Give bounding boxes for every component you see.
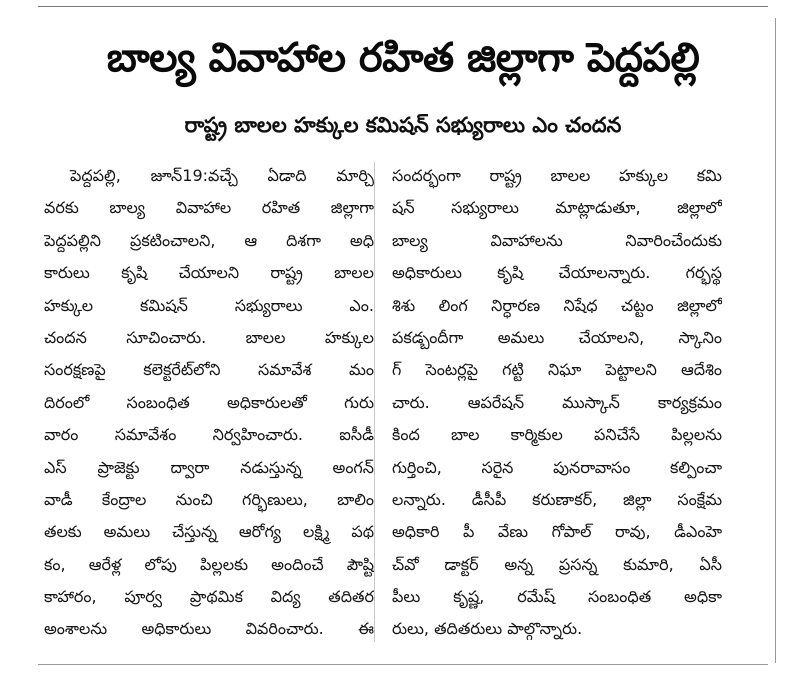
body-line: హక్కుల కమిషన్ సభ్యురాలు ఎం. bbox=[44, 295, 374, 315]
body-line: సందర్భంగా రాష్ట్ర బాలల హక్కుల కమి bbox=[392, 166, 722, 185]
top-rule bbox=[38, 6, 768, 7]
body-line: కాహారం, పూర్వ ప్రాథమిక విద్య తదితర bbox=[44, 587, 374, 607]
body-line: షన్ సభ్యురాలు మాట్లాడుతూ, జిల్లాలో bbox=[392, 198, 722, 218]
body-line: బాల్య వివాహాలను నివారించేందుకు bbox=[392, 230, 722, 250]
column-divider bbox=[374, 162, 375, 642]
body-line: పకడ్బందీగా అమలు చేయాలని, స్కానిం bbox=[392, 327, 722, 347]
body-line: వాడీ కేంద్రాల నుంచి గర్భిణులు, బాలిం bbox=[44, 489, 374, 509]
body-line: తలకు అమలు చేస్తున్న ఆరోగ్య లక్ష్మి పథ bbox=[44, 522, 374, 542]
body-line: పెద్దపల్లి, జూన్19:వచ్చే ఏడాది మార్చి bbox=[70, 166, 374, 185]
body-line: గుర్తించి, సరైన పునరావాసం కల్పించా bbox=[392, 457, 722, 477]
body-line: పెద్దపల్లిని ప్రకటించాలని, ఆ దిశగా అధి bbox=[44, 230, 374, 250]
body-line: అంశాలను అధికారులు వివరించారు. ఈ bbox=[44, 619, 374, 639]
body-line: లన్నారు. డీసీపీ కరుణాకర్, జిల్లా సంక్షేమ bbox=[392, 489, 722, 509]
right-edge-rule bbox=[775, 18, 776, 663]
body-line: చ్‌వో డాక్టర్ అన్న ప్రసన్న కుమారి, ఏసీ bbox=[392, 554, 722, 574]
article-body-right-column bbox=[392, 160, 722, 646]
article-body-left-column bbox=[44, 160, 374, 646]
body-line: పీలు కృష్ణ, రమేష్ సంబంధిత అధికా bbox=[392, 587, 722, 607]
body-line: అధికారి పీ వేణు గోపాల్ రావు, డీఎంహె bbox=[392, 522, 722, 542]
body-line: గ్ సెంటర్లపై గట్టి నిఘా పెట్టాలని ఆదేశిం bbox=[392, 360, 722, 380]
body-line: సంరక్షణపై కలెక్టరేట్‌లోని సమావేశ మం bbox=[44, 360, 374, 380]
body-line: అధికారులు కృషి చేయాలన్నారు. గర్భస్థ bbox=[392, 263, 722, 283]
body-line: కం, ఆరేళ్ల లోపు పిల్లలకు అందించే పౌష్టి bbox=[44, 554, 374, 574]
body-line: చందన సూచించారు. బాలల హక్కుల bbox=[44, 327, 374, 347]
article-subheadline: రాష్ట్ర బాలల హక్కుల కమిషన్ సభ్యురాలు ఎం చందన bbox=[184, 113, 622, 137]
body-line: చారు. ఆపరేషన్ ముస్కాన్ కార్యక్రమం bbox=[392, 392, 722, 412]
body-line: దిరంలో సంబంధిత అధికారులతో గురు bbox=[44, 392, 374, 412]
body-line: ఎస్ ప్రాజెక్టు ద్వారా నడుస్తున్న అంగన్ bbox=[44, 457, 374, 477]
article-headline: బాల్య వివాహాల రహిత జిల్లాగా పెద్దపల్లి bbox=[106, 35, 700, 81]
body-line: శిశు లింగ నిర్ధారణ నిషేధ చట్టం జిల్లాలో bbox=[392, 295, 722, 315]
body-line: వారం సమావేశం నిర్వహించారు. ఐసీడీ bbox=[44, 425, 374, 445]
body-line: రులు, తదితరులు పాల్గొన్నారు. bbox=[392, 619, 583, 639]
body-line: కారులు కృషి చేయాలని రాష్ట్ర బాలల bbox=[44, 263, 374, 283]
body-line: కింద బాల కార్మికుల పనిచేసే పిల్లలను bbox=[392, 425, 722, 445]
body-line: వరకు బాల్య వివాహాల రహిత జిల్లాగా bbox=[44, 198, 374, 218]
bottom-rule bbox=[38, 664, 768, 665]
